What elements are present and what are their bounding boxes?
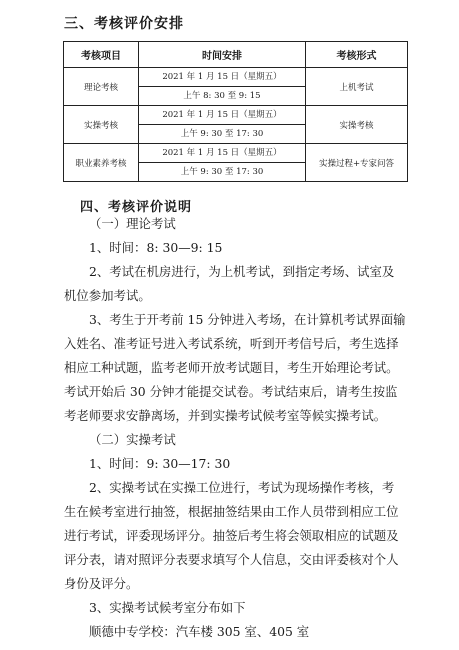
- cell-form: 上机考试: [306, 68, 408, 106]
- header-item: 考核项目: [64, 42, 139, 68]
- subheading-practical: （二）实操考试: [89, 432, 176, 447]
- cell-item: 实操考核: [64, 106, 139, 144]
- cell-hours: 上午 9: 30 至 17: 30: [139, 124, 305, 143]
- practical-para-2-line: 身份及评分。: [64, 576, 139, 591]
- table-row: [64, 68, 408, 106]
- cell-time: [139, 106, 306, 144]
- theory-para-3-line: 考试开始后 30 分钟才能提交试卷。考试结束后，请考生按监: [64, 384, 398, 399]
- cell-item: 理论考核: [64, 68, 139, 106]
- cell-form: 实操过程+专家问答: [306, 144, 408, 182]
- section-title-schedule: 三、考核评价安排: [64, 16, 184, 32]
- practical-para-2-line: 2、实操考试在实操工位进行，考试为现场操作考核，考: [89, 480, 395, 495]
- cell-hours: 上午 8: 30 至 9: 15: [139, 86, 305, 105]
- body-text: [64, 212, 414, 644]
- practical-para-3: 3、实操考试候考室分布如下: [89, 600, 246, 615]
- practical-time: 1、时间：9: 30—17: 30: [89, 456, 231, 471]
- table-row: [64, 106, 408, 144]
- cell-time: [139, 68, 306, 106]
- section-title-explanation: 四、考核评价说明: [80, 200, 193, 215]
- theory-para-3-line: 入姓名、准考证号进入考试系统，听到开考信号后，考生选择: [64, 336, 399, 351]
- cell-form: 实操考核: [306, 106, 408, 144]
- subheading-theory: （一）理论考试: [89, 216, 176, 231]
- cell-time: [139, 144, 306, 182]
- theory-para-2-line: 机位参加考试。: [64, 288, 151, 303]
- practical-para-2-line: 进行考试，评委现场评分。抽签后考生将会领取相应的试题及: [64, 528, 399, 543]
- header-time: 时间安排: [139, 42, 306, 68]
- theory-para-3-line: 相应工种试题，监考老师开放考试题目，考生开始理论考试。: [64, 360, 399, 375]
- theory-para-3-line: 考老师要求安静离场，并到实操考试候考室等候实操考试。: [64, 408, 387, 423]
- practical-para-2-line: 生在候考室进行抽签，根据抽签结果由工作人员带到相应工位: [64, 504, 399, 519]
- schedule-table: [63, 41, 408, 182]
- theory-para-2-line: 2、考试在机房进行，为上机考试，到指定考场、试室及: [89, 264, 395, 279]
- table-row: [64, 144, 408, 182]
- table-header-row: [64, 42, 408, 68]
- cell-date: 2021 年 1 月 15 日（星期五）: [162, 72, 282, 82]
- cell-hours: 上午 9: 30 至 17: 30: [139, 162, 305, 181]
- theory-time: 1、时间：8: 30—9: 15: [89, 240, 223, 255]
- cell-date: 2021 年 1 月 15 日（星期五）: [162, 148, 282, 158]
- header-form: 考核形式: [306, 42, 408, 68]
- theory-para-3-line: 3、考生于开考前 15 分钟进入考场，在计算机考试界面输: [89, 312, 406, 327]
- cell-item: 职业素养考核: [64, 144, 139, 182]
- cell-date: 2021 年 1 月 15 日（星期五）: [162, 110, 282, 120]
- practical-location: 顺德中专学校：汽车楼 305 室、405 室: [89, 624, 310, 639]
- practical-para-2-line: 评分表，请对照评分表要求填写个人信息，交由评委核对个人: [64, 552, 399, 567]
